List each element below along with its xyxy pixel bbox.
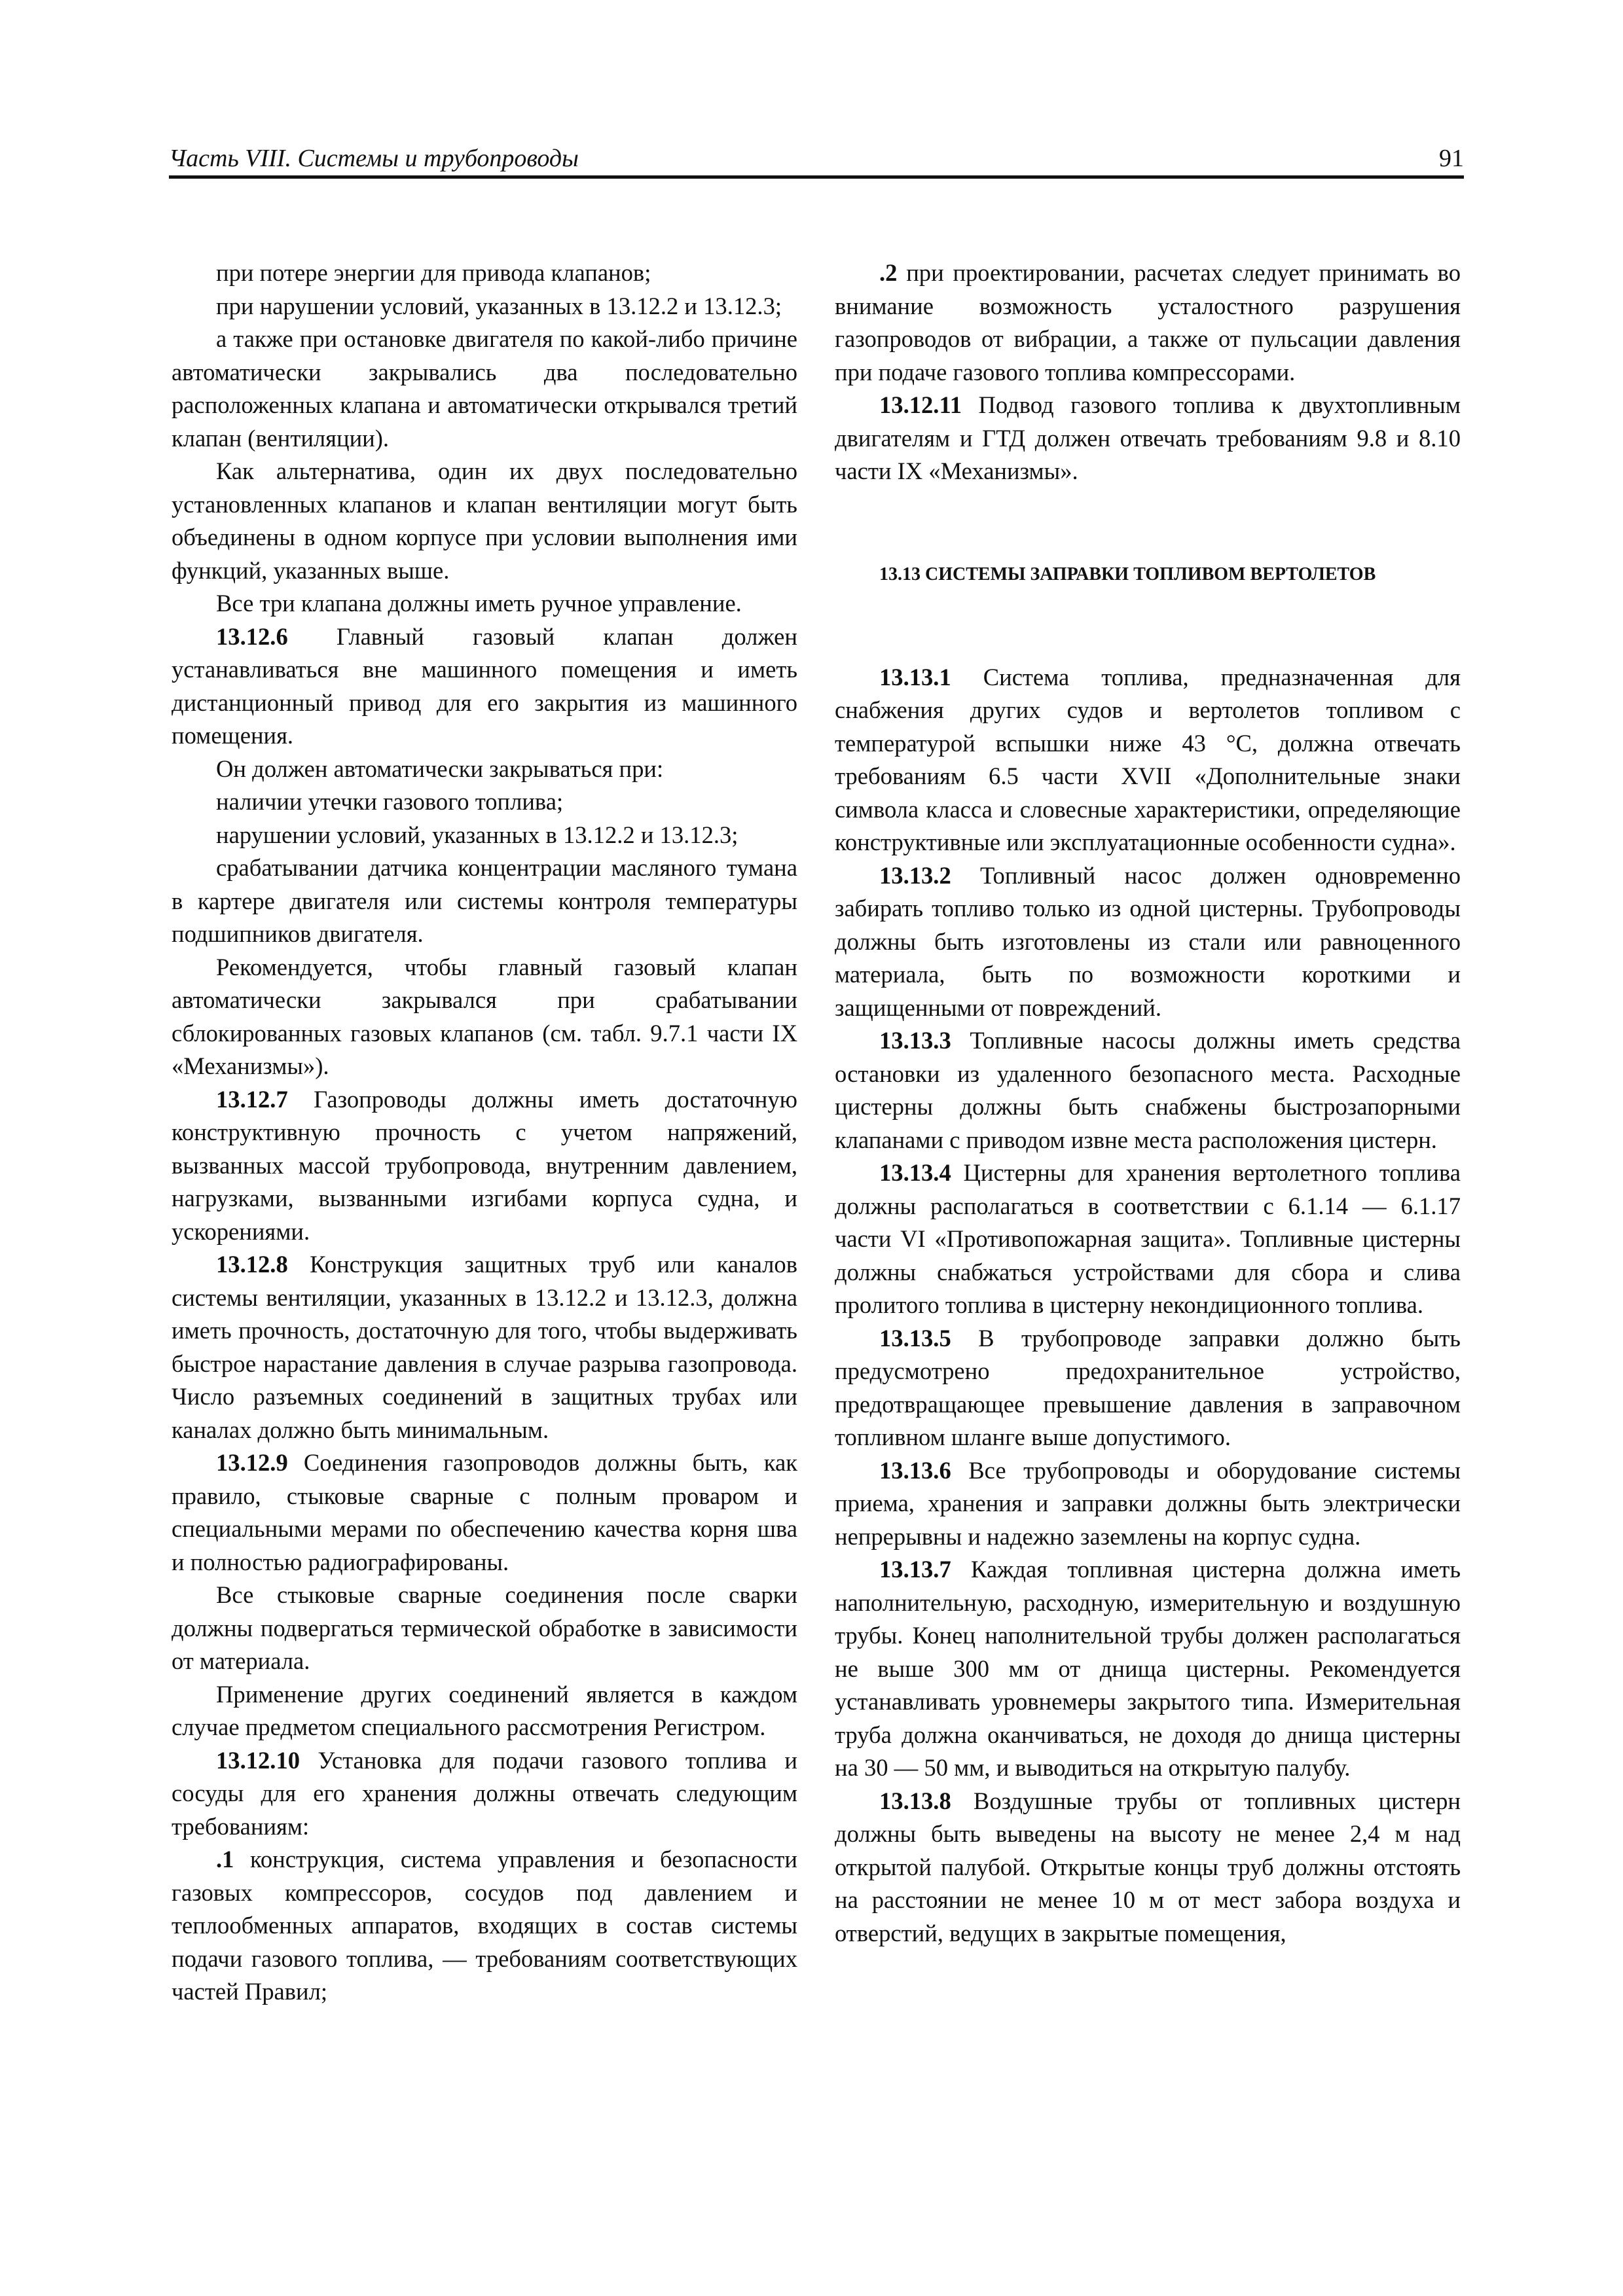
paragraph: Все три клапана должны иметь ручное управление. bbox=[216, 590, 742, 617]
clause-text: В трубопроводе заправки должно быть предусмотрено предохранительное устройство, предотвращающее превышение давления в заправочном топливном шланге выше допустимого. bbox=[835, 1324, 1461, 1450]
clause-text: Соединения газопроводов должны быть, как правило, стыковые сварные с полным проваром и специальными мерами по обеспечению качества корня шва и полностью радиографированы. bbox=[172, 1449, 797, 1575]
paragraph: Он должен автоматически закрываться при: bbox=[216, 755, 664, 782]
paragraph bbox=[172, 620, 797, 753]
clause-text: Газопроводы должны иметь достаточную конструктивную прочность с учетом напряжений, вызванных массой трубопровода, внутренним давлением, нагрузками, вызванными изгибами корпуса судна, и ускорениями. bbox=[172, 1085, 797, 1245]
paragraph bbox=[835, 1157, 1461, 1322]
clause-number: 13.12.8 bbox=[216, 1251, 288, 1278]
clause-text: Воздушные трубы от топливных цистерн должны быть выведены на высоту не менее 2,4 м над открытой палубой. Открытые концы труб должны отстоять на расстоянии не менее 10 м от мест забора воздуха и отверстий, ведущих в закрытые помещения, bbox=[835, 1787, 1461, 1946]
clause-text: Каждая топливная цистерна должна иметь наполнительную, расходную, измерительную и воздушную трубы. Конец наполнительной трубы должен располагаться не выше 300 мм от днища цистерны. Рекомендуется устанавливать уровнемеры закрытого типа. Измерительная труба должна оканчиваться, не доходя до днища цистерны на 30 — 50 мм, и выводиться на открытую палубу. bbox=[835, 1556, 1461, 1781]
clause-text: Установка для подачи газового топлива и сосуды для его хранения должны отвечать следующим требованиям: bbox=[172, 1746, 797, 1840]
clause-number: 13.13.5 bbox=[879, 1324, 951, 1352]
clause-number: 13.13.4 bbox=[879, 1159, 951, 1186]
clause-number: 13.13.2 bbox=[879, 861, 951, 889]
clause-text: конструкция, система управления и безопасности газовых компрессоров, сосудов под давлением и теплообменных аппаратов, входящих в состав системы подачи газового топлива, — требованиям соответствующих частей Правил; bbox=[172, 1846, 797, 2005]
clause-text: Подвод газового топлива к двухтопливным двигателям и ГТД должен отвечать требованиям 9.8 и 8.10 части IX «Механизмы». bbox=[835, 391, 1461, 484]
clause-number: 13.13.6 bbox=[879, 1456, 951, 1484]
clause-text: Конструкция защитных труб или каналов системы вентиляции, указанных в 13.12.2 и 13.12.3, должна иметь прочность, достаточную для того, чтобы выдерживать быстрое нарастание давления в случае разрыва газопровода. Число разъемных соединений в защитных трубах или каналах должно быть минимальным. bbox=[172, 1251, 797, 1443]
paragraph bbox=[172, 1446, 797, 1579]
paragraph bbox=[835, 859, 1461, 1025]
right-column bbox=[835, 257, 1461, 1950]
clause-number: .1 bbox=[216, 1846, 234, 1873]
paragraph: при потере энергии для привода клапанов; bbox=[216, 259, 651, 286]
clause-number: 13.13.1 bbox=[879, 663, 951, 691]
paragraph: наличии утечки газового топлива; bbox=[216, 788, 564, 815]
clause-number: 13.12.10 bbox=[216, 1746, 301, 1774]
paragraph bbox=[172, 1843, 797, 2009]
paragraph: а также при остановке двигателя по какой-либо причине автоматически закрывались два последовательно расположенных клапана и автоматически открывался третий клапан (вентиляции). bbox=[172, 325, 797, 452]
section-heading: 13.13 СИСТЕМЫ ЗАПРАВКИ ТОПЛИВОМ ВЕРТОЛЕТОВ bbox=[879, 564, 1376, 584]
paragraph bbox=[835, 661, 1461, 859]
clause-text: Топливный насос должен одновременно забирать топливо только из одной цистерны. Трубопроводы должны быть изготовлены из стали или равноценного материала, быть по возможности короткими и защищенными от повреждений. bbox=[835, 861, 1461, 1021]
paragraph bbox=[835, 1454, 1461, 1554]
left-column bbox=[172, 257, 797, 2009]
clause-text: Система топлива, предназначенная для снабжения других судов и вертолетов топливом с температурой вспышки ниже 43 °С, должна отвечать требованиям 6.5 части XVII «Дополнительные знаки символа класса и словесные характеристики, определяющие конструктивные или эксплуатационные особенности судна». bbox=[835, 663, 1461, 855]
paragraph bbox=[835, 257, 1461, 389]
clause-text: Топливные насосы должны иметь средства остановки из удаленного безопасного места. Расходные цистерны должны быть снабжены быстрозапорными клапанами с приводом извне места расположения цистерн. bbox=[835, 1027, 1461, 1153]
clause-number: 13.13.8 bbox=[879, 1787, 951, 1814]
paragraph: Рекомендуется, чтобы главный газовый клапан автоматически закрывался при срабатывании сблокированных газовых клапанов (см. табл. 9.7.1 части IX «Механизмы»). bbox=[172, 953, 797, 1079]
clause-number: .2 bbox=[879, 259, 898, 286]
paragraph: Как альтернатива, один их двух последовательно установленных клапанов и клапан вентиляции могут быть объединены в одном корпусе при условии выполнения ими функций, указанных выше. bbox=[172, 457, 797, 584]
clause-number: 13.12.7 bbox=[216, 1085, 288, 1113]
paragraph: Все стыковые сварные соединения после сварки должны подвергаться термической обработке в зависимости от материала. bbox=[172, 1581, 797, 1674]
paragraph bbox=[172, 1744, 797, 1844]
paragraph: срабатывании датчика концентрации масляного тумана в картере двигателя или системы контроля температуры подшипников двигателя. bbox=[172, 854, 797, 947]
clause-text: Главный газовый клапан должен устанавливаться вне машинного помещения и иметь дистанционный привод для его закрытия из машинного помещения. bbox=[172, 622, 797, 749]
clause-number: 13.12.6 bbox=[216, 622, 288, 650]
clause-number: 13.12.11 bbox=[879, 391, 962, 418]
paragraph bbox=[172, 1083, 797, 1249]
paragraph bbox=[835, 1322, 1461, 1454]
clause-text: при проектировании, расчетах следует принимать во внимание возможность усталостного разрушения газопроводов от вибрации, а также от пульсации давления при подаче газового топлива компрессорами. bbox=[835, 259, 1461, 386]
running-head bbox=[169, 140, 1464, 179]
paragraph: нарушении условий, указанных в 13.12.2 и 13.12.3; bbox=[216, 821, 739, 848]
clause-text: Все трубопроводы и оборудование системы приема, хранения и заправки должны быть электрически непрерывны и надежно заземлены на корпус судна. bbox=[835, 1456, 1461, 1550]
paragraph: Применение других соединений является в каждом случае предметом специального рассмотрения Регистром. bbox=[172, 1680, 797, 1740]
header-rule bbox=[169, 175, 1464, 179]
page-number: 91 bbox=[1439, 145, 1464, 172]
paragraph bbox=[835, 1553, 1461, 1785]
clause-number: 13.13.3 bbox=[879, 1027, 951, 1054]
paragraph bbox=[172, 1248, 797, 1446]
paragraph bbox=[835, 389, 1461, 488]
running-head-title: Часть VIII. Системы и трубопроводы bbox=[169, 145, 579, 172]
clause-text: Цистерны для хранения вертолетного топлива должны располагаться в соответствии с 6.1.14 — 6.1.17 части VI «Противопожарная защита». Топливные цистерны должны снабжаться устройствами для сбора и слива пролитого топлива в цистерну некондиционного топлива. bbox=[835, 1159, 1461, 1318]
clause-number: 13.13.7 bbox=[879, 1556, 951, 1583]
paragraph bbox=[835, 1785, 1461, 1950]
clause-number: 13.12.9 bbox=[216, 1449, 288, 1476]
paragraph bbox=[835, 1024, 1461, 1157]
paragraph: при нарушении условий, указанных в 13.12.2 и 13.12.3; bbox=[216, 292, 782, 319]
